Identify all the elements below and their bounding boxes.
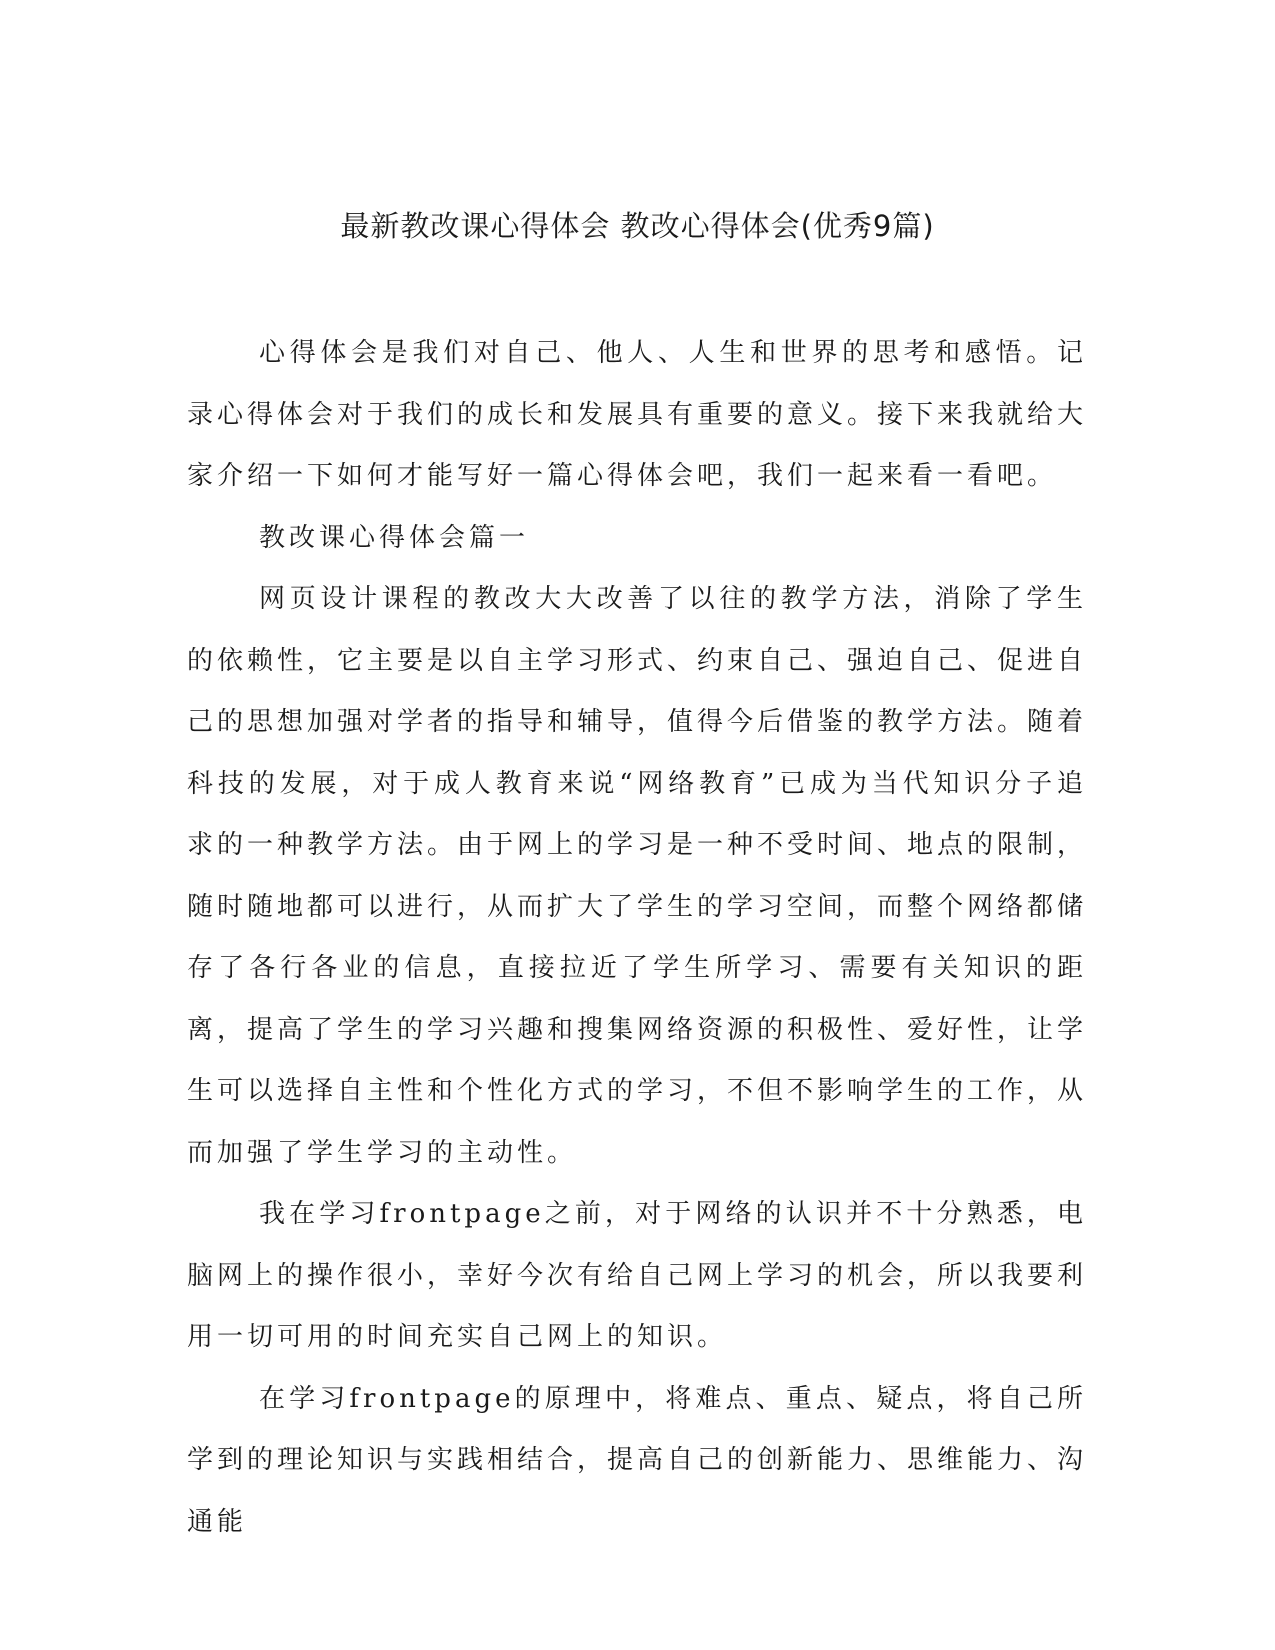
document-body — [187, 323, 1087, 1553]
body-paragraph: 在学习frontpage的原理中，将难点、重点、疑点，将自己所学到的理论知识与实践相结合，提高自己的创新能力、思维能力、沟通能 — [187, 1383, 1088, 1537]
document-title: 最新教改课心得体会 教改心得体会(优秀9篇) — [340, 209, 935, 243]
body-paragraph: 网页设计课程的教改大大改善了以往的教学方法，消除了学生的依赖性，它主要是以自主学习形式、约束自己、强迫自己、促进自己的思想加强对学者的指导和辅导，值得今后借鉴的教学方法。随着科技的发展，对于成人教育来说“网络教育”已成为当代知识分子追求的一种教学方法。由于网上的学习是一种不受时间、地点的限制，随时随地都可以进行，从而扩大了学生的学习空间，而整个网络都储存了各行各业的信息，直接拉近了学生所学习、需要有关知识的距离，提高了学生的学习兴趣和搜集网络资源的积极性、爱好性，让学生可以选择自主性和个性化方式的学习，不但不影响学生的工作，从而加强了学生学习的主动性。 — [187, 584, 1088, 1168]
section-heading: 教改课心得体会篇一 — [259, 522, 530, 553]
body-paragraph: 我在学习frontpage之前，对于网络的认识并不十分熟悉，电脑网上的操作很小，幸好今次有给自己网上学习的机会，所以我要利用一切可用的时间充实自己网上的知识。 — [187, 1199, 1088, 1352]
intro-paragraph: 心得体会是我们对自己、他人、人生和世界的思考和感悟。记录心得体会对于我们的成长和发展具有重要的意义。接下来我就给大家介绍一下如何才能写好一篇心得体会吧，我们一起来看一看吧。 — [187, 338, 1088, 491]
